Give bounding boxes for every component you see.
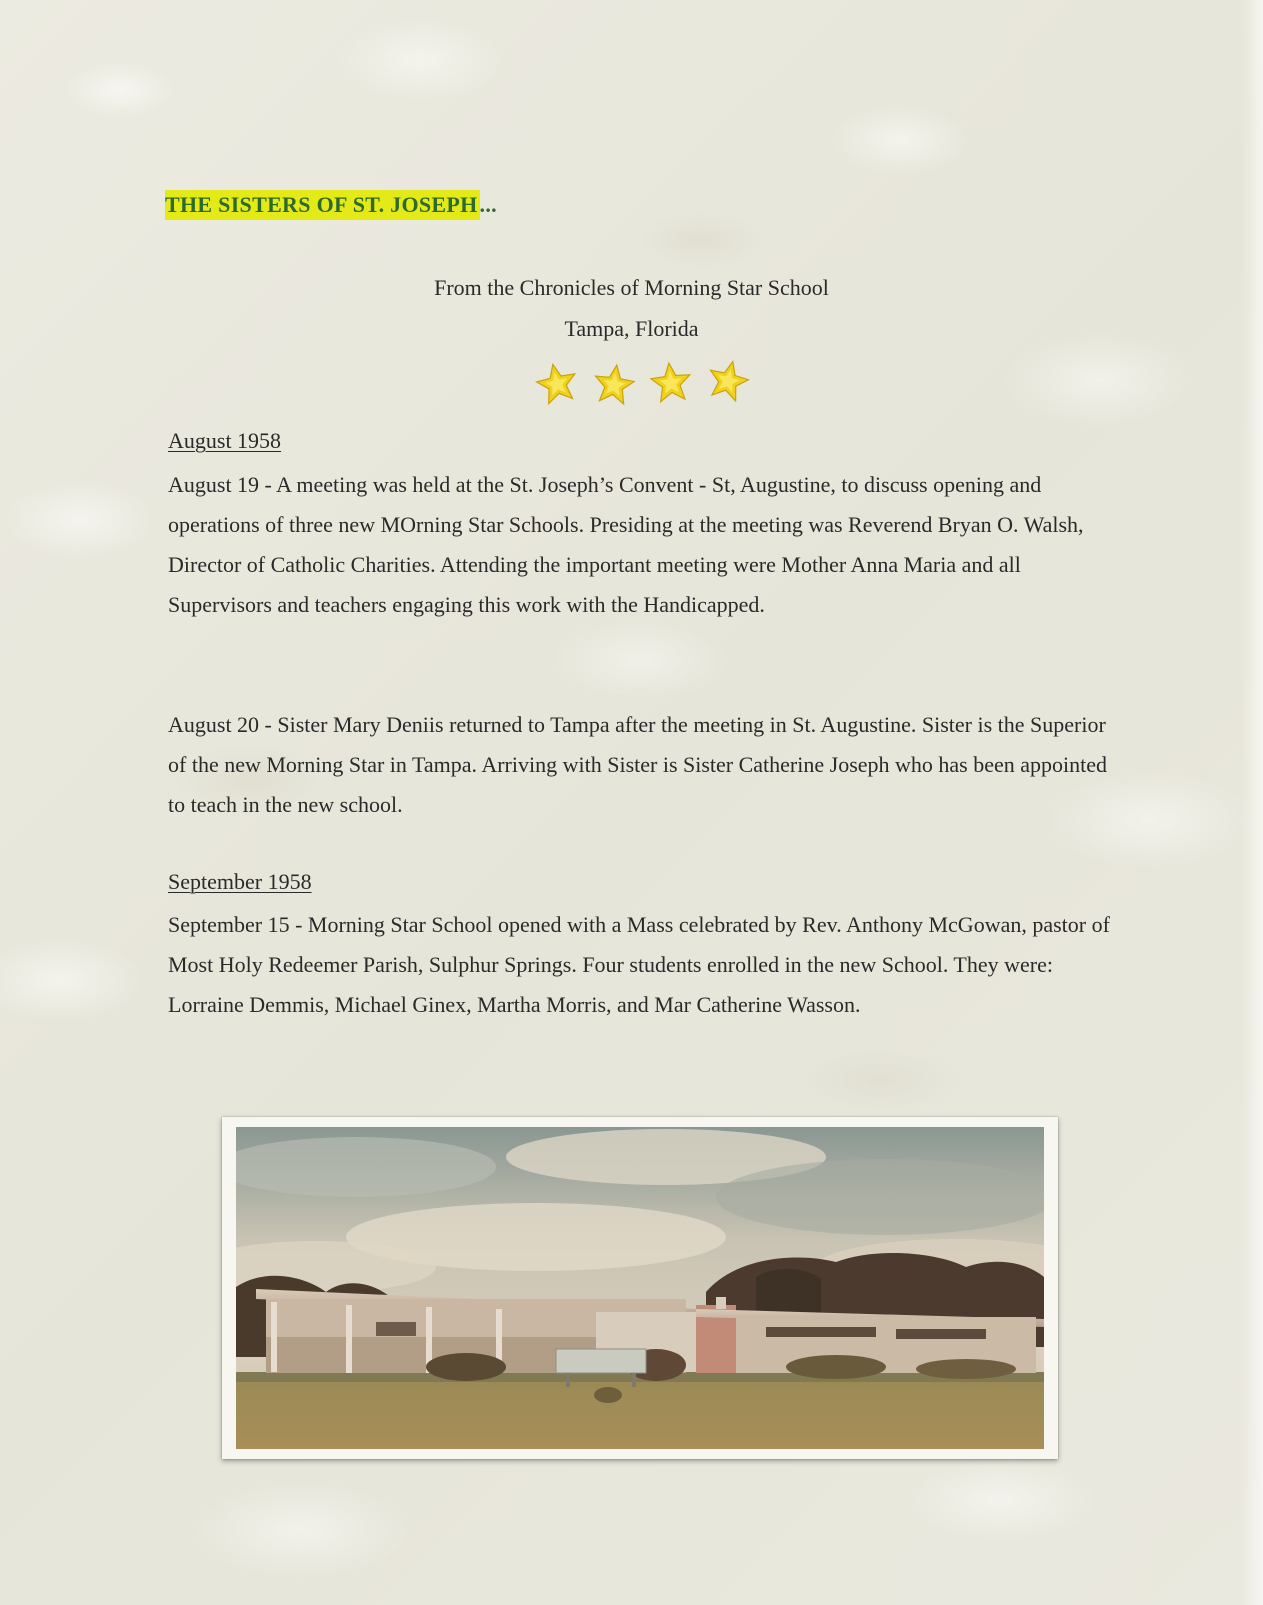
star-row xyxy=(532,358,752,408)
star-icon xyxy=(534,360,580,405)
star-icon xyxy=(705,358,752,403)
star-icon xyxy=(592,362,636,405)
entry-august-20: August 20 - Sister Mary Deniis returned to Tampa after the meeting in St. Augustine. Sister is the Superior of the new Morning Star in Tampa. Arriving with Sister is Sister Catherine Joseph who has been appointed to teach in the new school. xyxy=(168,712,1108,817)
school-building-photo xyxy=(236,1127,1044,1449)
document-heading xyxy=(165,192,497,218)
section-label-september: September 1958 xyxy=(168,869,312,894)
star-icon xyxy=(650,361,693,402)
section-label-august: August 1958 xyxy=(168,428,282,453)
heading-ellipsis: ... xyxy=(479,192,497,217)
entry-september-15: September 15 - Morning Star School opened with a Mass celebrated by Rev. Anthony McGowan, pastor of Most Holy Redeemer Parish, Sulphur Springs. Four students enrolled in the new School. They were: Lorraine Demmis, Michael Ginex, Martha Morris, and Mar Catherine Wasson. xyxy=(168,912,1110,1017)
photo-frame xyxy=(222,1117,1058,1459)
heading-highlight: THE SISTERS OF ST. JOSEPH xyxy=(165,190,480,220)
subtitle-chronicles: From the Chronicles of Morning Star School xyxy=(434,275,829,300)
subtitle-location: Tampa, Florida xyxy=(564,316,699,341)
entry-august-19: August 19 - A meeting was held at the St. Joseph’s Convent - St, Augustine, to discuss opening and operations of three new MOrning Star Schools. Presiding at the meeting was Reverend Bryan O. Walsh, Director of Catholic Charities. Attending the important meeting were Mother Anna Maria and all Supervisors and teachers engaging this work with the Handicapped. xyxy=(168,472,1084,617)
